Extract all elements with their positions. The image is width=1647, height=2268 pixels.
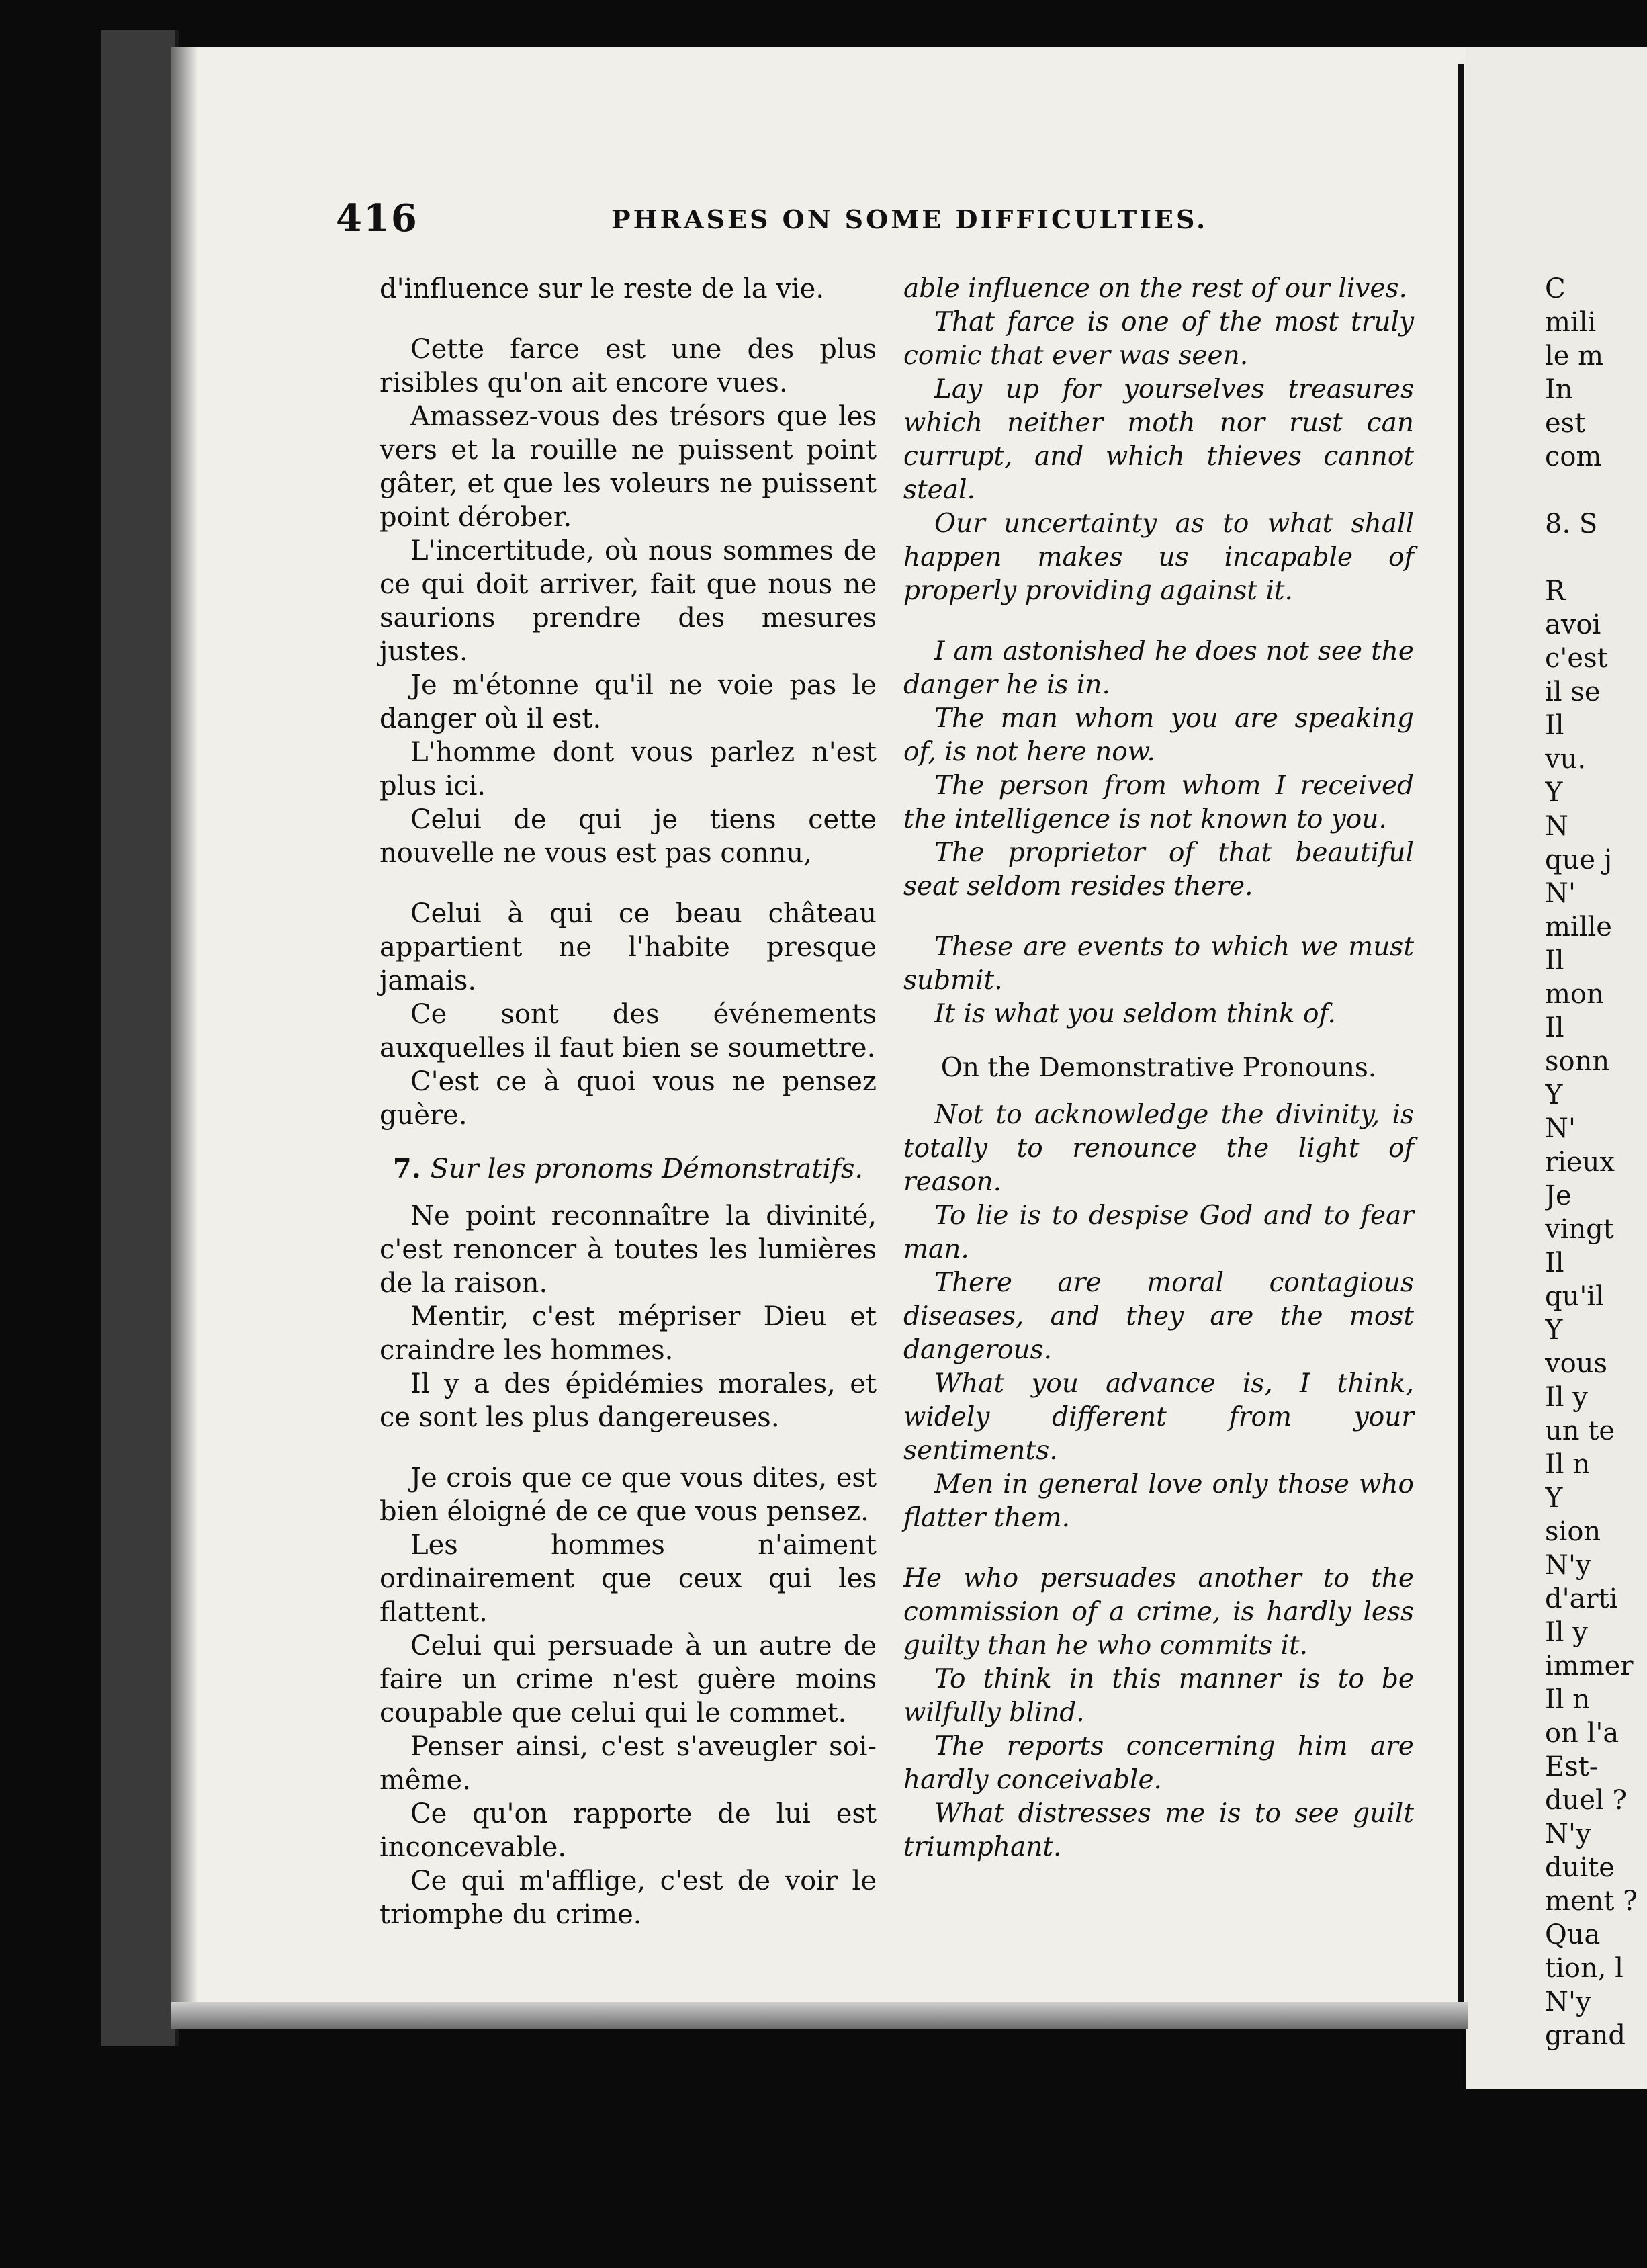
facing-page-line: immer — [1545, 1651, 1634, 1682]
english-phrase: Men in general love only those who flatter them. — [903, 1469, 1414, 1533]
facing-page-line: Je — [1545, 1180, 1572, 1211]
paragraph-gap — [903, 608, 1414, 635]
book-binding — [101, 30, 179, 2046]
facing-page-line: vingt — [1545, 1214, 1614, 1245]
french-phrase: L'homme dont vous parlez n'est plus ici. — [380, 737, 877, 801]
facing-page-line: N'y — [1545, 1987, 1591, 2017]
english-phrase: The man whom you are speaking of, is not here now. — [903, 703, 1414, 767]
english-phrase: That farce is one of the most truly comic that ever was seen. — [903, 307, 1414, 371]
section-heading-french — [380, 1152, 877, 1186]
facing-page-line — [1545, 541, 1647, 574]
facing-page-line: qu'il — [1545, 1281, 1604, 1312]
facing-page-line: sonn — [1545, 1046, 1610, 1077]
facing-page-line: N' — [1545, 1113, 1576, 1144]
facing-page-line: Il — [1545, 710, 1564, 741]
page-gutter-shadow — [171, 47, 198, 2002]
facing-page-line: est — [1545, 408, 1586, 439]
french-phrase: Ce sont des événements auxquelles il faut bien se soumettre. — [380, 999, 877, 1063]
facing-page-line: il se — [1545, 677, 1601, 707]
facing-page-line: c'est — [1545, 643, 1608, 674]
paragraph-gap — [380, 870, 877, 897]
french-phrase: Cette farce est une des plus risibles qu'on ait encore vues. — [380, 334, 877, 398]
running-head — [336, 196, 1343, 243]
facing-page-line: duite — [1545, 1852, 1615, 1883]
french-phrase: Ne point reconnaître la divinité, c'est renoncer à toutes les lumières de la raison. — [380, 1201, 877, 1299]
english-phrase: Not to acknowledge the divinity, is totally to renounce the light of reason. — [903, 1100, 1414, 1197]
paragraph-gap — [903, 904, 1414, 930]
facing-page-line: Il — [1545, 945, 1564, 976]
english-phrase: What distresses me is to see guilt triumphant. — [903, 1798, 1414, 1862]
page-number: 416 — [336, 196, 418, 241]
facing-page-fragments — [1545, 272, 1647, 2052]
english-phrase: The reports concerning him are hardly conceivable. — [903, 1731, 1414, 1795]
facing-page-line: Y — [1545, 1315, 1563, 1346]
french-phrase: Ce qui m'afflige, c'est de voir le triomphe du crime. — [380, 1866, 877, 1930]
paragraph-gap — [380, 1434, 877, 1461]
french-phrase: Celui qui persuade à un autre de faire un crime n'est guère moins coupable que celui qui le commet. — [380, 1630, 877, 1729]
english-phrase: To think in this manner is to be wilfully blind. — [903, 1664, 1414, 1728]
french-phrase: Je crois que ce que vous dites, est bien éloigné de ce que vous pensez. — [380, 1463, 877, 1527]
facing-page-line: Il y — [1545, 1617, 1588, 1648]
english-phrase: These are events to which we must submit. — [903, 932, 1414, 996]
french-phrase: C'est ce à quoi vous ne pensez guère. — [380, 1066, 877, 1131]
section-heading-english: On the Demonstrative Pronouns. — [940, 1053, 1377, 1083]
french-phrase: Celui à qui ce beau château appartient ne l'habite presque jamais. — [380, 898, 877, 996]
facing-page-line: on l'a — [1545, 1718, 1619, 1749]
english-phrase: It is what you seldom think of. — [934, 999, 1336, 1029]
english-phrase: The proprietor of that beautiful seat seldom resides there. — [903, 838, 1414, 902]
english-phrase: Our uncertainty as to what shall happen makes us incapable of properly providing against it. — [903, 509, 1414, 606]
french-phrase: Mentir, c'est mépriser Dieu et craindre les hommes. — [380, 1301, 877, 1366]
french-phrase: Celui de qui je tiens cette nouvelle ne vous est pas connu, — [380, 804, 877, 869]
paragraph-gap — [380, 306, 877, 333]
facing-page-line: un te — [1545, 1415, 1615, 1446]
section-number: 7. — [392, 1153, 431, 1184]
facing-page-line: N'y — [1545, 1550, 1591, 1581]
facing-page-line: avoi — [1545, 609, 1601, 640]
facing-page-line: mon — [1545, 979, 1604, 1010]
facing-page-line: duel ? — [1545, 1785, 1627, 1816]
facing-page-line: N' — [1545, 878, 1576, 909]
english-phrase: To lie is to despise God and to fear man. — [903, 1201, 1414, 1264]
facing-page-line: C — [1545, 273, 1566, 304]
english-phrase: The person from whom I received the intelligence is not known to you. — [903, 771, 1414, 834]
facing-page-line: Y — [1545, 1080, 1563, 1110]
english-phrase: What you advance is, I think, widely different from your sentiments. — [903, 1368, 1414, 1466]
facing-page-line: In — [1545, 374, 1573, 405]
french-phrase: d'influence sur le reste de la vie. — [380, 273, 825, 304]
facing-page-line: Y — [1545, 1483, 1563, 1514]
facing-page-line: vu. — [1545, 744, 1587, 775]
facing-page-line: ment ? — [1545, 1886, 1638, 1917]
facing-page-line: que j — [1545, 844, 1613, 875]
facing-page-line: Y — [1545, 777, 1563, 808]
facing-page-line: N'y — [1545, 1819, 1591, 1849]
facing-page-line: Il n — [1545, 1449, 1591, 1480]
facing-page-line: mili — [1545, 307, 1597, 338]
english-phrase: able influence on the rest of our lives. — [903, 273, 1407, 304]
facing-page-line — [1545, 474, 1647, 507]
facing-page-line: Il — [1545, 1248, 1564, 1278]
facing-page-line: tion, l — [1545, 1953, 1623, 1984]
facing-page-line: com — [1545, 441, 1602, 472]
page-divider — [1458, 64, 1464, 2012]
french-phrase: Amassez-vous des trésors que les vers et la rouille ne puissent point gâter, et que les voleurs ne puissent point dérober. — [380, 401, 877, 533]
facing-page-line: rieux — [1545, 1147, 1615, 1178]
facing-page-line: N — [1545, 811, 1568, 842]
facing-page-line: Est- — [1545, 1751, 1599, 1782]
english-phrase: He who persuades another to the commission of a crime, is hardly less guilty than he who commits it. — [903, 1563, 1414, 1661]
facing-page-line: vous — [1545, 1348, 1607, 1379]
english-phrase: There are moral contagious diseases, and they are the most dangerous. — [903, 1268, 1414, 1365]
section-title: Sur les pronoms Démonstratifs. — [430, 1153, 864, 1184]
english-phrase: I am astonished he does not see the danger he is in. — [903, 636, 1414, 700]
french-phrase: Penser ainsi, c'est s'aveugler soi-même. — [380, 1731, 877, 1796]
facing-page-line: 8. S — [1545, 509, 1598, 539]
facing-page-line: le m — [1545, 341, 1604, 372]
facing-page-line: R — [1545, 576, 1566, 607]
english-column — [903, 272, 1414, 1864]
french-phrase: L'incertitude, où nous sommes de ce qui doit arriver, fait que nous ne saurions prendre des mesures justes. — [380, 535, 877, 667]
english-phrase: Lay up for yourselves treasures which neither moth nor rust can currupt, and which thieves cannot steal. — [903, 374, 1414, 505]
french-phrase: Je m'étonne qu'il ne voie pas le danger où il est. — [380, 670, 877, 734]
facing-page-line: Qua — [1545, 1919, 1601, 1950]
french-column — [380, 272, 877, 1931]
facing-page-line: d'arti — [1545, 1583, 1618, 1614]
french-phrase: Les hommes n'aiment ordinairement que ceux qui les flattent. — [380, 1530, 877, 1628]
facing-page-line: sion — [1545, 1516, 1601, 1547]
facing-page-line: grand — [1545, 2020, 1626, 2051]
facing-page-line: mille — [1545, 912, 1612, 943]
page-bottom-edge — [171, 2002, 1468, 2029]
facing-page-line: Il y — [1545, 1382, 1588, 1413]
facing-page-line: Il — [1545, 1012, 1564, 1043]
paragraph-gap — [903, 1535, 1414, 1562]
french-phrase: Ce qu'on rapporte de lui est inconcevable. — [380, 1798, 877, 1863]
french-phrase: Il y a des épidémies morales, et ce sont les plus dangereuses. — [380, 1368, 877, 1433]
running-title: PHRASES ON SOME DIFFICULTIES. — [611, 204, 1208, 234]
facing-page-line: Il n — [1545, 1684, 1591, 1715]
